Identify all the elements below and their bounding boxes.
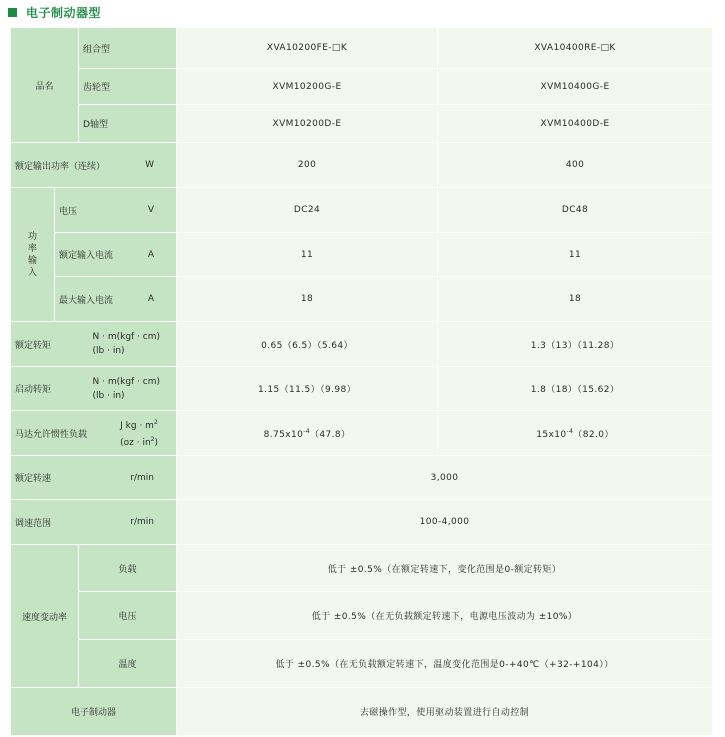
table-row [11,322,713,367]
table-row [11,233,713,277]
speed-variation-label: 速度变动率 [11,545,79,688]
table-row [11,28,713,69]
table-row [11,688,713,736]
rated-output-label [11,143,177,188]
product-type-label: 齿轮型 [79,69,177,105]
title-square-icon [8,8,17,17]
spec-table [10,27,713,736]
product-type-label: D轴型 [79,105,177,143]
speed-variation-sub-label: 电压 [79,592,177,640]
table-row [11,411,713,456]
speed-range-value: 100-4,000 [177,500,713,545]
table-row [11,69,713,105]
rated-output-value: 400 [438,143,713,188]
power-input-row-label: 最大输入电流 A [55,277,177,322]
max-current-value: 18 [438,277,713,322]
start-torque-value: 1.15（11.5）（9.98） [177,367,438,411]
start-torque-value: 1.8（18）（15.62） [438,367,713,411]
speed-range-label: 调速范围 r/min [11,500,177,545]
speed-variation-sub-label: 温度 [79,640,177,688]
table-row [11,367,713,411]
table-row [11,640,713,688]
section-title-text: 电子制动器型 [26,5,102,20]
model-cell: XVM10200G-E [177,69,438,105]
power-input-label: 功 率 输 入 [11,188,55,322]
voltage-value: DC48 [438,188,713,233]
brake-label: 电子制动器 [11,688,177,736]
table-row [11,143,713,188]
model-cell: XVM10200D-E [177,105,438,143]
table-row [11,277,713,322]
speed-variation-value: 低于 ±0.5%（在无负载额定转速下，温度变化范围是0-+40℃（+32-+104）） [177,640,713,688]
section-title [8,2,101,22]
table-row [11,500,713,545]
model-cell: XVA10200FE-□K [177,28,438,69]
model-cell: XVM10400G-E [438,69,713,105]
voltage-value: DC24 [177,188,438,233]
rated-speed-label: 额定转速 r/min [11,456,177,500]
power-input-row-label: 额定输入电流 A [55,233,177,277]
product-type-label: 组合型 [79,28,177,69]
table-row [11,105,713,143]
rated-torque-value: 1.3（13）（11.28） [438,322,713,367]
max-current-value: 18 [177,277,438,322]
speed-variation-sub-label: 负载 [79,545,177,592]
rated-torque-value: 0.65（6.5）（5.64） [177,322,438,367]
inertia-value: $15x10^{-4}(82.0)$ [438,411,713,456]
speed-variation-value: 低于 ±0.5%（在无负载额定转速下，电源电压波动为 ±10%） [177,592,713,640]
speed-variation-value: 低于 ±0.5%（在额定转速下，变化范围是0-额定转矩） [177,545,713,592]
rated-output-unit: W [145,160,155,170]
product-name-label: 品名 [11,28,79,143]
rated-torque-label: 额定转矩 N · m(kgf · cm) (lb · in) [11,322,177,367]
model-cell: XVA10400RE-□K [438,28,713,69]
rated-output-value: 200 [177,143,438,188]
model-cell: XVM10400D-E [438,105,713,143]
inertia-value: $8.75x10^{-4}(47.8)$ [177,411,438,456]
table-row [11,456,713,500]
rated-output-name: 额定输出功率（连续） [15,161,106,172]
power-input-row-label: 电压 V [55,188,177,233]
table-row [11,188,713,233]
table-row [11,592,713,640]
inertia-label: 马达允许惯性负载 J kg · $m^2$ $(oz \cdot in^2)$ [11,411,177,456]
start-torque-label: 启动转矩 N · m(kgf · cm) (lb · in) [11,367,177,411]
brake-value: 去磁操作型，使用驱动装置进行自动控制 [177,688,713,736]
rated-current-value: 11 [438,233,713,277]
table-row [11,545,713,592]
rated-current-value: 11 [177,233,438,277]
rated-speed-value: 3,000 [177,456,713,500]
